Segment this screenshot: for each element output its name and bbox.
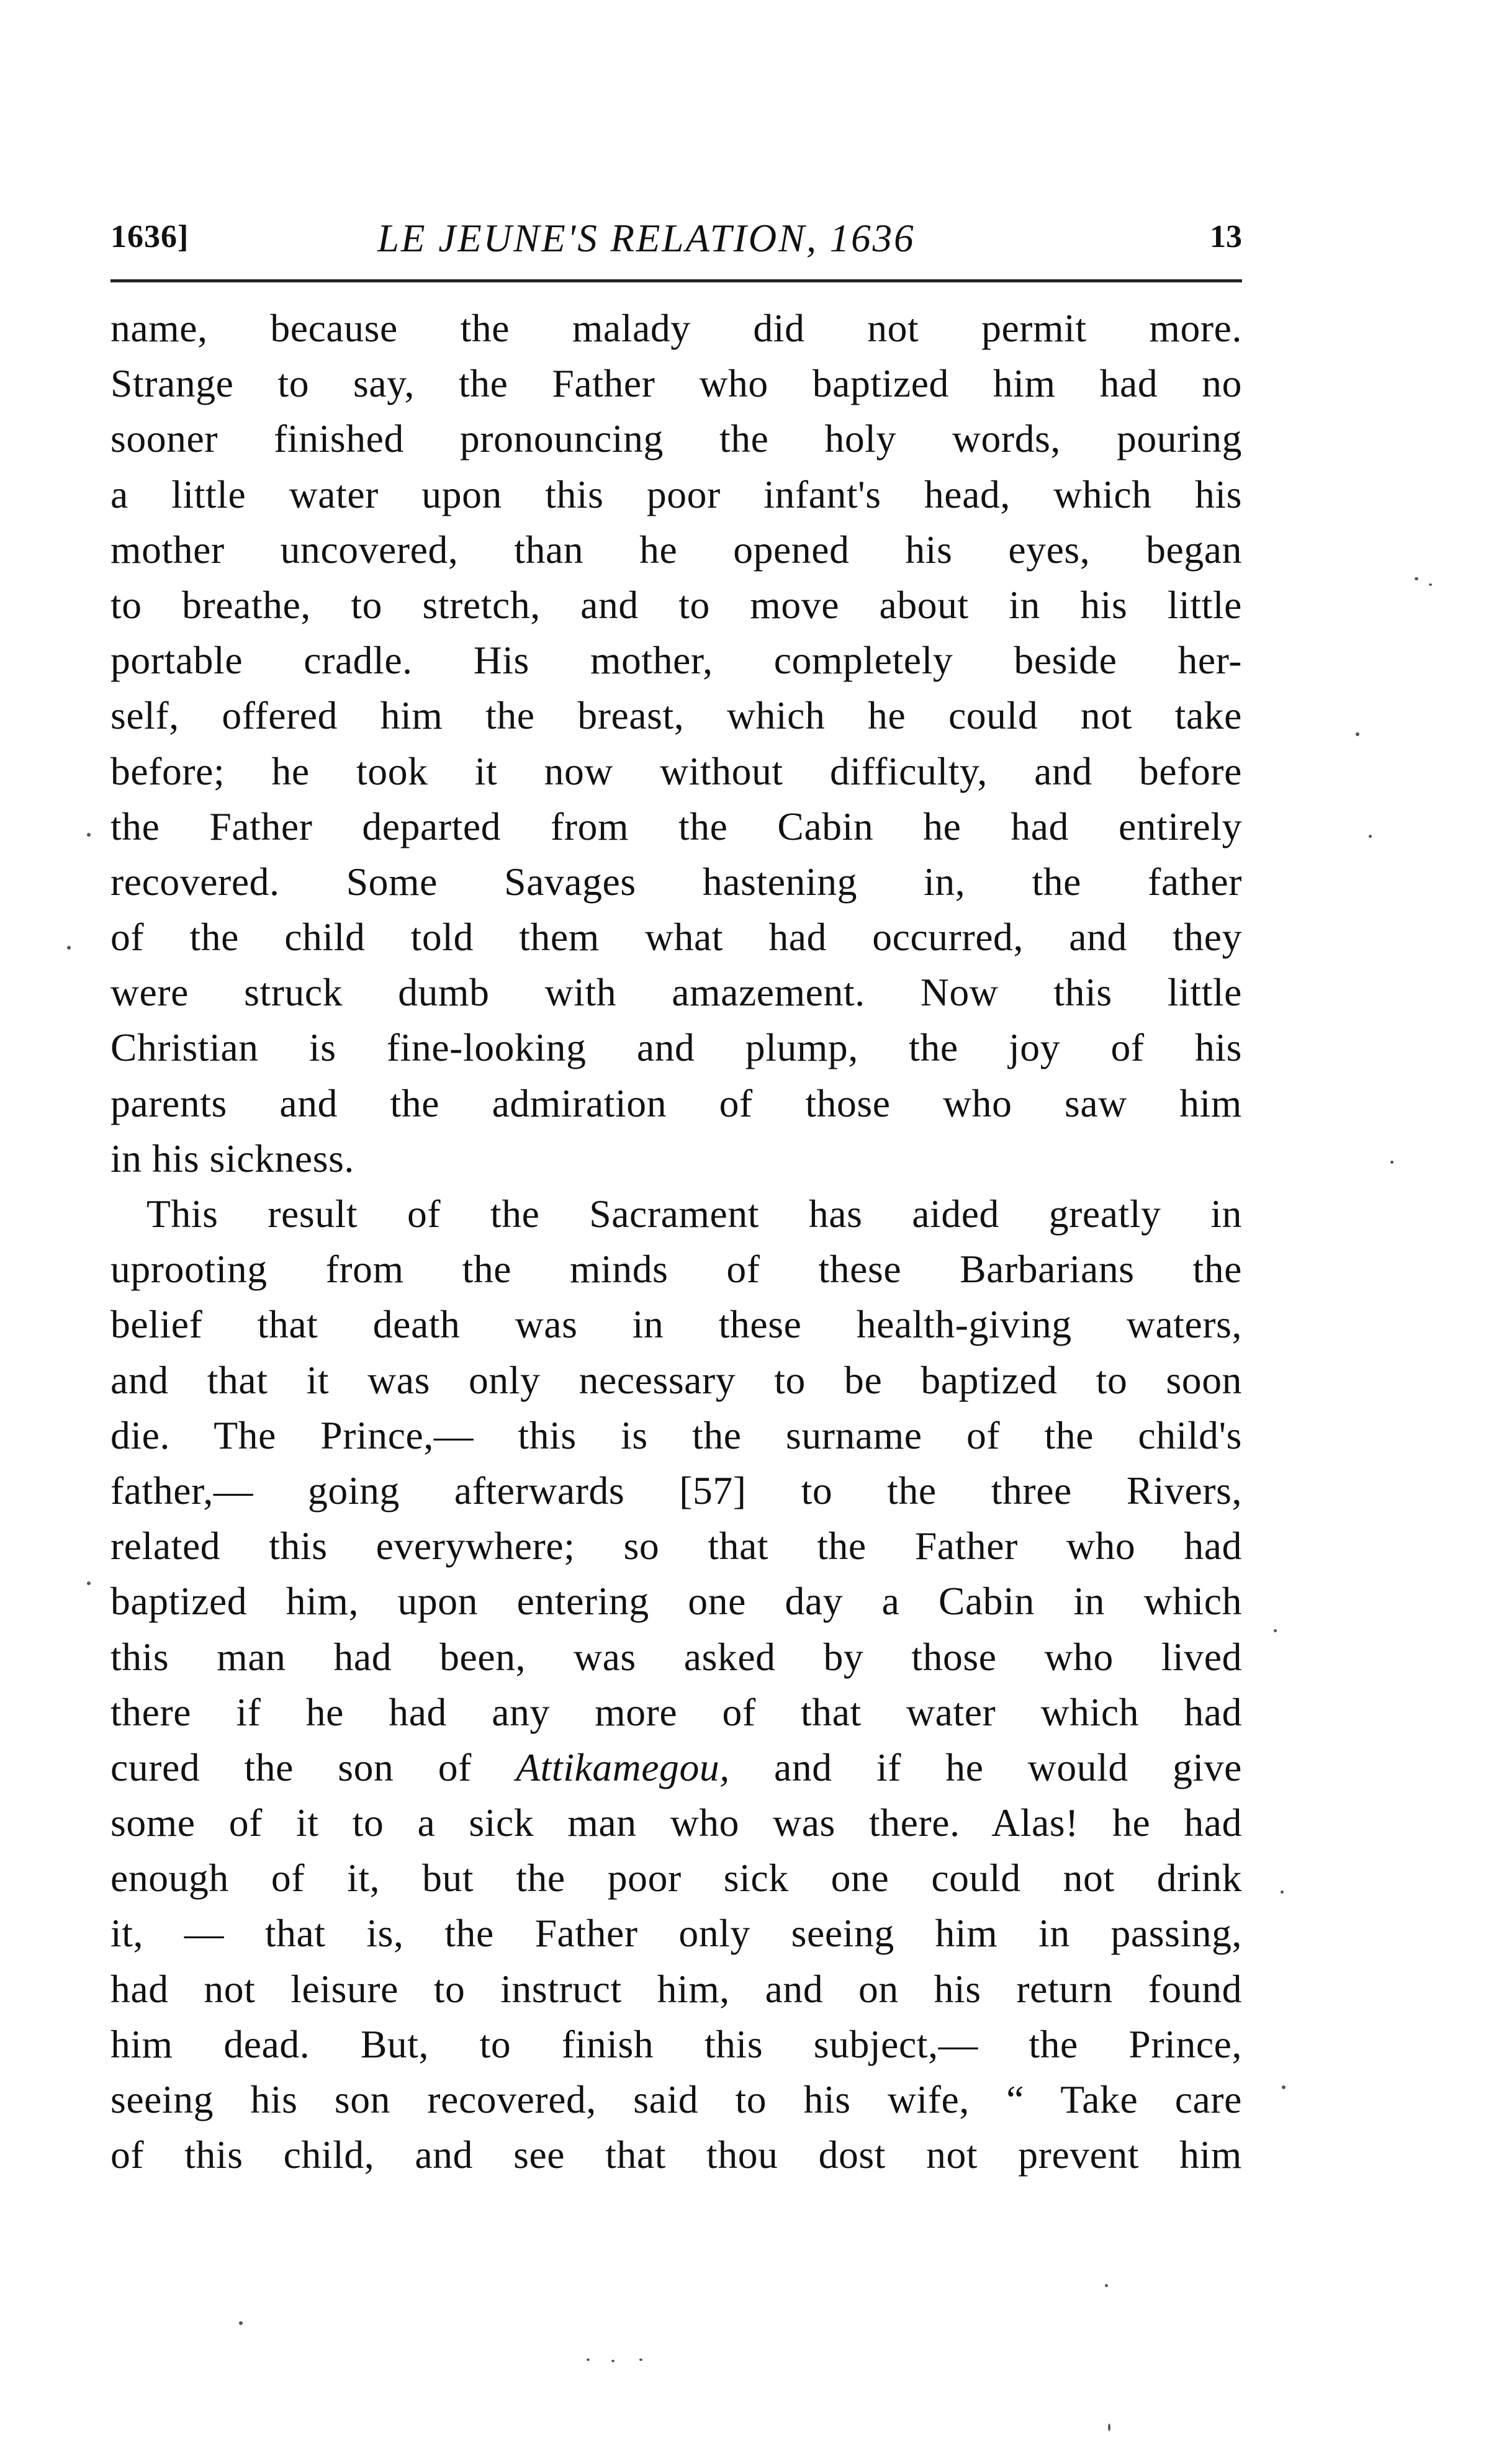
scan-speck [1369,835,1372,838]
text-line: a little water upon this poor infant's head, which his [110,472,1242,516]
text-line: it, — that is, the Father only seeing him in passing, [110,1911,1242,1956]
scan-speck [1429,583,1432,586]
text-line: self, offered him the breast, which he could not take [110,693,1242,738]
scan-speck [639,2358,642,2361]
text-line: die. The Prince,— this is the surname of the child's [110,1413,1242,1457]
text-line: portable cradle. His mother, completely beside her- [110,638,1242,683]
text-line: him dead. But, to finish this subject,— the Prince, [110,2021,1242,2066]
scan-speck [1282,2085,1286,2089]
text-line: uprooting from the minds of these Barbarians the [110,1247,1242,1292]
scan-speck [239,2321,243,2325]
text-line: mother uncovered, than he opened his eyes, began [110,527,1242,572]
text-line: were struck dumb with amazement. Now this little [110,970,1242,1015]
text-line: this man had been, was asked by those who lived [110,1634,1242,1679]
scan-speck [1415,577,1418,580]
text-line: in his sickness. [110,1136,354,1180]
text-line: belief that death was in these health-giving waters, [110,1302,1242,1347]
text-line: recovered. Some Savages hastening in, the father [110,859,1242,904]
text-line: related this everywhere; so that the Father who had [110,1524,1242,1568]
header-title: LE JEUNE'S RELATION, 1636 [377,217,916,260]
scan-speck [87,833,91,837]
text-line: father,— going afterwards [57] to the three Rivers, [110,1468,1242,1513]
text-line: some of it to a sick man who was there. Alas! he had [110,1801,1242,1845]
text-line: to breathe, to stretch, and to move about in his little [110,582,1242,627]
text-line: Strange to say, the Father who baptized him had no [110,361,1242,406]
scan-speck [611,2360,615,2362]
scan-speck [87,1581,91,1585]
text-line: seeing his son recovered, said to his wife, “ Take care [110,2077,1242,2121]
header-year: 1636] [110,219,189,254]
proper-name-italic: Attikamegou, [516,1745,730,1789]
text-line: of the child told them what had occurred, and they [110,915,1242,960]
scan-speck [67,946,71,950]
text-line: had not leisure to instruct him, and on his return found [110,1966,1242,2011]
scan-speck [1105,2284,1108,2287]
scan-speck [1274,1629,1277,1632]
text-line: the Father departed from the Cabin he had entirely [110,804,1242,848]
text-line: of this child, and see that thou dost not prevent him [110,2133,1242,2177]
scan-speck [1356,732,1359,736]
scan-speck [1281,1891,1284,1894]
scan-speck [1108,2424,1110,2431]
text-line: enough of it, but the poor sick one could not drink [110,1856,1242,1900]
text-line: parents and the admiration of those who saw him [110,1081,1242,1125]
scan-speck [1390,1161,1394,1164]
text-line: sooner finished pronouncing the holy words, pouring [110,416,1242,461]
body-text [110,300,1242,2182]
text-line: there if he had any more of that water which had [110,1689,1242,1734]
scan-speck [587,2358,590,2361]
text-line: before; he took it now without difficulty, and before [110,749,1242,793]
text-line: This result of the Sacrament has aided greatly in [146,1192,1242,1236]
text-line: cured the son of Attikamegou, and if he would give [110,1745,1242,1789]
text-line: name, because the malady did not permit more. [110,306,1242,350]
page-number: 13 [1210,219,1242,254]
text-line: Christian is fine-looking and plump, the joy of his [110,1025,1242,1070]
running-header [110,218,1242,268]
text-line: and that it was only necessary to be baptized to soon [110,1357,1242,1402]
text-line: baptized him, upon entering one day a Cabin in which [110,1579,1242,1624]
header-rule [110,279,1242,282]
